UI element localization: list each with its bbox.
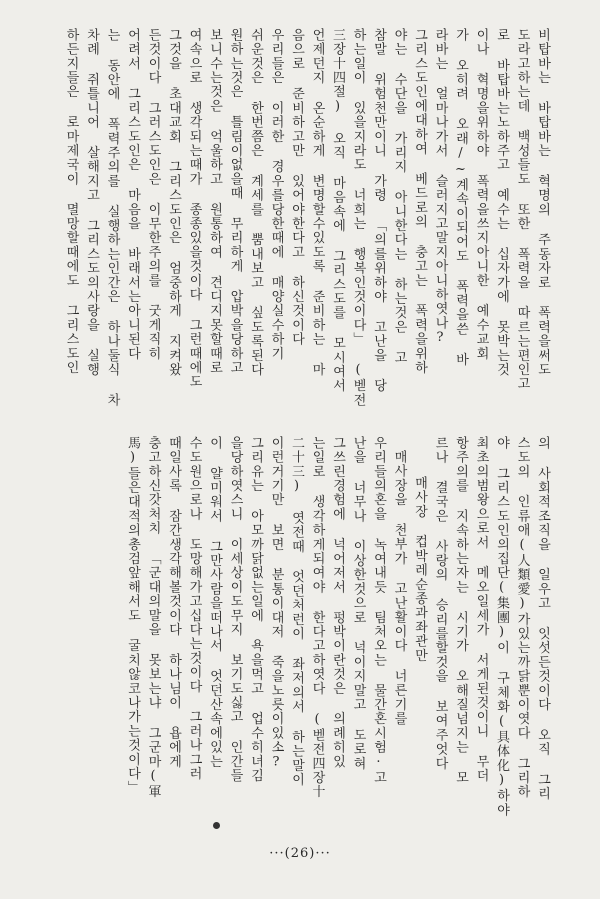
text-column: 우리들은 이러한 경우를당한때에 매양실수하기 bbox=[268, 28, 284, 361]
text-column: 수도원으로나 도망해가고십다는것이다 그러나그러 bbox=[186, 436, 202, 781]
text-column: 최초의범왕으로서 메오일세가 서게된것이니 무더 bbox=[473, 436, 489, 783]
text-column: 차례 쥐틀니어 살해지고 그리스도의사랑을 실행 bbox=[84, 28, 99, 377]
text-column: 하는일이 있을지라도 너희는 행복인것이다」 (벧전 bbox=[350, 28, 366, 408]
text-column: 원하는것은 틀림이없을때 무리하게 압박을당하고 bbox=[227, 28, 243, 375]
text-column: 야는 수단을 가리지 아니한다는 하는것은 고 bbox=[391, 28, 407, 365]
text-column: 음으로 준비하고만 있어야한다고 하신것이다 bbox=[289, 28, 304, 347]
text-column: 든것이다 그러스도인은 이무한주의를 굿게직히 bbox=[145, 28, 161, 361]
text-column: 馬)들은대적의총검앞해서도 굴치않코나가는것이다」 bbox=[125, 436, 140, 795]
section-heading: 매사장 컵박레순종과좌관만 bbox=[412, 476, 427, 663]
text-column: 하든지들은 로마제국이 멸망할때에도 그리스도인 bbox=[63, 28, 79, 375]
text-column: 二十三) 엿전때 엇던처런이 좌저의서 하는말이 bbox=[289, 436, 304, 787]
text-column: 라바는 얼마나가서 슬러지고말지아니하엿나? bbox=[432, 28, 448, 347]
text-column: 그리스도인에대하여 베드로의 충고는 폭력을위하 bbox=[412, 28, 427, 375]
text-column: 참말 위험천만이니 가령 「의를위하야 고난을 당 bbox=[371, 28, 386, 393]
text-column: 가 오히려 오래/~계속이되어도 폭력을쓴 바 bbox=[453, 28, 468, 367]
page-number: ···(26)··· bbox=[269, 846, 331, 861]
upper-text-block bbox=[63, 28, 552, 413]
text-column: 을당하엿스니 이세상이도무지 보기도싫고 인간들 bbox=[227, 436, 243, 783]
text-column: 는 동안에 폭력주의를 실행하는인간은 하나둘식 차 bbox=[104, 28, 120, 408]
text-column: 三장十四절) 오직 마음속에 그리스도를 모시여서 bbox=[330, 28, 345, 393]
text-column: 야 그리스도인의집단(集團)이 구체화(具体化)하야 bbox=[494, 436, 509, 818]
text-column: 르나 결국은 사랑의 승리를할것을 보여주엇다 bbox=[432, 436, 448, 771]
text-column: 충고하신갓처치 「군대의말을 못보는냐 그군마(軍 bbox=[145, 436, 161, 799]
text-column: 비탑바는 바탑바는 혁명의 주동자로 폭력을써도 bbox=[535, 28, 550, 377]
text-column: 어려서 그리스도인은 마음을 바래서는아니된다 bbox=[125, 28, 140, 361]
text-column: 이나 혁명을위하야 폭력을쓰지아니한 예수교회 bbox=[473, 28, 489, 361]
text-column: 그것을 초대교회 그리스도인은 엄중하게 지켜왔 bbox=[166, 28, 181, 377]
text-column: 도라고하는데 백성들도 또한 폭력을 따르는편인고 bbox=[514, 28, 530, 391]
text-column: 언제던지 온순하게 변명할수있도록 준비하는 마 bbox=[309, 28, 325, 377]
text-column: 보니수는것은 억울하고 원통하여 견디지못할때로 bbox=[207, 28, 222, 375]
text-column: 난을 너무나 이상한것으로 넉이지말고 도로혀 bbox=[350, 436, 366, 771]
text-column: 여속으로 생각되는때가 종종있을것이다 그런때에도 bbox=[186, 28, 202, 389]
ink-dot bbox=[213, 822, 220, 829]
text-column: 우리들의혼을 녹여내듯 팀처오는 물간혼시험·고 bbox=[371, 436, 386, 785]
text-column: 는일로 생각하게되여야 한다고하엿다 (벧전四장十 bbox=[309, 436, 325, 799]
text-column: 이런거기만 보면 분통이대저 죽을노릇이있소? bbox=[268, 436, 284, 771]
text-column: 그리유는 아모까닭없는일에 욕을먹고 업수히녀김 bbox=[248, 436, 263, 783]
text-column: 그쓰린경험에 넉어저서 펑박이란것은 의례히있 bbox=[330, 436, 345, 769]
lower-text-block bbox=[66, 436, 552, 818]
text-column: 때일사록 잠간생각해볼것이다 하나님이 욥에게 bbox=[166, 436, 181, 769]
text-column: 의 사회적조직을 일우고 잇섯든것이다 오직 그리 bbox=[535, 436, 550, 801]
text-column: 매사장을 천부가 고난활이다 너른기를 bbox=[391, 450, 407, 726]
text-column: 스도의 인류애(人類愛)가있는까닭뿐이엿다 그리하 bbox=[514, 436, 530, 799]
text-column: 쉬운것은 한번쯤은 계세를 뿜내보고 싶도록된다 bbox=[248, 28, 263, 377]
text-column: 로 바탑바는노하주고 예수는 십자가에 못박는것 bbox=[494, 28, 509, 377]
text-column: 이 얄미워서 그만사람을떠나서 엇던산속에있는 bbox=[207, 436, 222, 769]
text-column: 항주의를 지속하는자는 시기가 오해질넘지는 모 bbox=[453, 436, 468, 785]
